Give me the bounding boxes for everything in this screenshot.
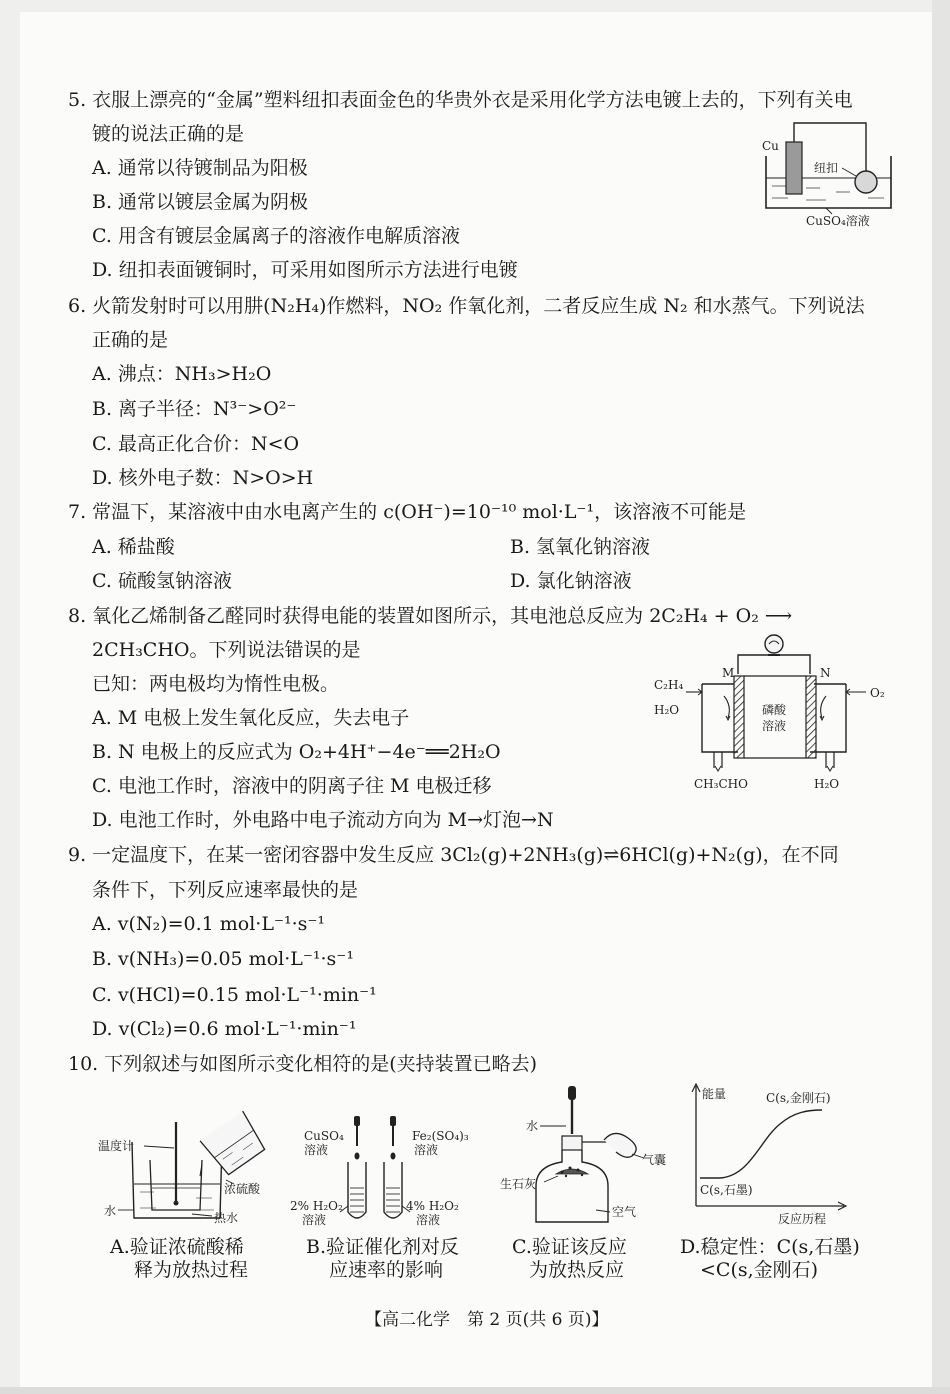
q10d-diamond-label: C(s,金刚石) xyxy=(766,1091,831,1105)
q10b-cuso4-line1: CuSO₄ xyxy=(304,1129,344,1143)
q9-stem-line2: 条件下，下列反应速率最快的是 xyxy=(92,879,359,901)
q6-option-a: A. 沸点：NH₃>H₂O xyxy=(92,363,272,385)
q5-option-a: A. 通常以待镀制品为阳极 xyxy=(92,157,308,179)
page-footer: 【高二化学 第 2 页(共 6 页)】 xyxy=(365,1310,609,1330)
q6-option-d: D. 核外电子数：N>O>H xyxy=(92,467,314,489)
q7-option-d: D. 氯化钠溶液 xyxy=(510,570,632,592)
q5-fig-cu-label: Cu xyxy=(762,139,779,153)
q5-option-c: C. 用含有镀层金属离子的溶液作电解质溶液 xyxy=(92,225,460,247)
scan-bottom-edge xyxy=(0,1387,950,1394)
q10b-h2o2b-line1: 4% H₂O₂ xyxy=(406,1199,459,1213)
q10a-caption-line2: 释为放热过程 xyxy=(134,1259,249,1281)
scan-edge xyxy=(932,0,950,1394)
q10d-energy-curve xyxy=(700,1110,822,1178)
q8-fig-acid-line1: 磷酸 xyxy=(762,703,787,717)
q8-fig-o2-label: O₂ xyxy=(870,686,885,700)
q10c-lime-label: 生石灰 xyxy=(500,1177,537,1191)
q10-figure-b xyxy=(288,1112,484,1234)
q8-stem-line2: 2CH₃CHO。下列说法错误的是 xyxy=(92,639,361,661)
q10c-water-label: 水 xyxy=(526,1119,539,1133)
q10d-x-axis-label: 反应历程 xyxy=(778,1212,827,1226)
q5-fig-button-label: 纽扣 xyxy=(814,161,839,175)
q8-option-d: D. 电池工作时，外电路中电子流动方向为 M→灯泡→N xyxy=(92,809,554,831)
q10b-h2o2a-line2: 溶液 xyxy=(302,1213,327,1227)
q10a-water-label: 水 xyxy=(104,1204,117,1218)
q10-figure-d xyxy=(690,1080,860,1230)
q9-option-a: A. v(N₂)=0.1 mol·L⁻¹·s⁻¹ xyxy=(92,913,326,935)
q10d-caption-line2: <C(s,金刚石) xyxy=(700,1259,819,1281)
q9-option-d: D. v(Cl₂)=0.6 mol·L⁻¹·min⁻¹ xyxy=(92,1018,357,1040)
q10b-caption-line1: B.验证催化剂对反 xyxy=(306,1236,460,1258)
q10b-h2o2a-line1: 2% H₂O₂ xyxy=(290,1199,343,1213)
q5-fig-solution-label: CuSO₄溶液 xyxy=(806,214,870,228)
q9-stem-line1: 9. 一定温度下，在某一密闭容器中发生反应 3Cl₂(g)+2NH₃(g)⇌6HCl(g)+N₂(g)，在不同 xyxy=(68,844,839,866)
q10d-graphite-label: C(s,石墨) xyxy=(700,1183,753,1197)
q10a-thermometer-label: 温度计 xyxy=(98,1139,135,1153)
q10-stem: 10. 下列叙述与如图所示变化相符的是(夹持装置已略去) xyxy=(68,1053,538,1075)
q8-option-b: B. N 电极上的反应式为 O₂+4H⁺−4e⁻══2H₂O xyxy=(92,741,501,763)
q8-fuel-cell-figure xyxy=(650,632,900,800)
q10b-caption-line2: 应速率的影响 xyxy=(329,1259,444,1281)
q5-stem-line2: 镀的说法正确的是 xyxy=(92,123,245,145)
q5-option-d: D. 纽扣表面镀铜时，可采用如图所示方法进行电镀 xyxy=(92,259,518,281)
q5-electroplating-figure xyxy=(756,118,901,236)
q5-stem-line1: 5. 衣服上漂亮的“金属”塑料纽扣表面金色的华贵外衣是采用化学方法电镀上去的，下列有关电 xyxy=(68,89,853,111)
q6-stem-line2: 正确的是 xyxy=(92,329,169,351)
q8-stem-line1: 8. 氧化乙烯制备乙醛同时获得电能的装置如图所示，其电池总反应为 2C₂H₄ + O₂ ⟶ xyxy=(68,605,793,627)
q9-option-c: C. v(HCl)=0.15 mol·L⁻¹·min⁻¹ xyxy=(92,984,377,1006)
q8-option-c: C. 电池工作时，溶液中的阴离子往 M 电极迁移 xyxy=(92,775,492,797)
q8-fig-m-label: M xyxy=(722,666,735,680)
q10c-caption-line1: C.验证该反应 xyxy=(512,1236,627,1258)
q6-stem-line1: 6. 火箭发射时可以用肼(N₂H₄)作燃料，NO₂ 作氧化剂，二者反应生成 N₂ 和水蒸气。下列说法 xyxy=(68,295,865,317)
q8-fig-acid-line2: 溶液 xyxy=(762,719,787,733)
q10d-caption-line1: D.稳定性：C(s,石墨) xyxy=(680,1236,860,1258)
q10d-energy-axis-label: 能量 xyxy=(702,1087,727,1101)
q8-fig-n-label: N xyxy=(820,666,831,680)
q10c-air-label: 空气 xyxy=(612,1205,637,1219)
q10b-h2o2b-line2: 溶液 xyxy=(416,1213,441,1227)
q10a-acid-label: 浓硫酸 xyxy=(224,1182,261,1196)
q9-option-b: B. v(NH₃)=0.05 mol·L⁻¹·s⁻¹ xyxy=(92,948,354,970)
q10c-caption-line2: 为放热反应 xyxy=(529,1259,625,1281)
q10b-fe-line1: Fe₂(SO₄)₃ xyxy=(412,1129,469,1143)
q10-figure-a xyxy=(96,1102,286,1230)
q7-option-a: A. 稀盐酸 xyxy=(92,536,175,558)
q8-fig-product-label: CH₃CHO xyxy=(694,777,748,791)
q8-fig-c2h4-label: C₂H₄ xyxy=(654,678,684,692)
q7-option-b: B. 氢氧化钠溶液 xyxy=(510,536,651,558)
q10a-hot-water-label: 热水 xyxy=(214,1211,239,1225)
q8-fig-h2o-out-label: H₂O xyxy=(814,777,840,791)
q6-option-c: C. 最高正化合价：N<O xyxy=(92,433,300,455)
q8-option-a: A. M 电极上发生氧化反应，失去电子 xyxy=(92,707,410,729)
q10b-cuso4-line2: 溶液 xyxy=(304,1143,329,1157)
q5-option-b: B. 通常以镀层金属为阴极 xyxy=(92,191,309,213)
q8-fig-h2o-in-label: H₂O xyxy=(654,703,680,717)
q10-figure-c xyxy=(496,1082,682,1232)
q10a-caption-line1: A.验证浓硫酸稀 xyxy=(110,1236,244,1258)
q7-stem: 7. 常温下，某溶液中由水电离产生的 c(OH⁻)=10⁻¹⁰ mol·L⁻¹，该溶液不可能是 xyxy=(68,501,747,523)
q10c-bag-label: 气囊 xyxy=(642,1153,667,1167)
q8-stem-line3: 已知：两电极均为惰性电极。 xyxy=(92,673,340,695)
q7-option-c: C. 硫酸氢钠溶液 xyxy=(92,570,232,592)
q10b-fe-line2: 溶液 xyxy=(414,1143,439,1157)
q6-option-b: B. 离子半径：N³⁻>O²⁻ xyxy=(92,398,297,420)
